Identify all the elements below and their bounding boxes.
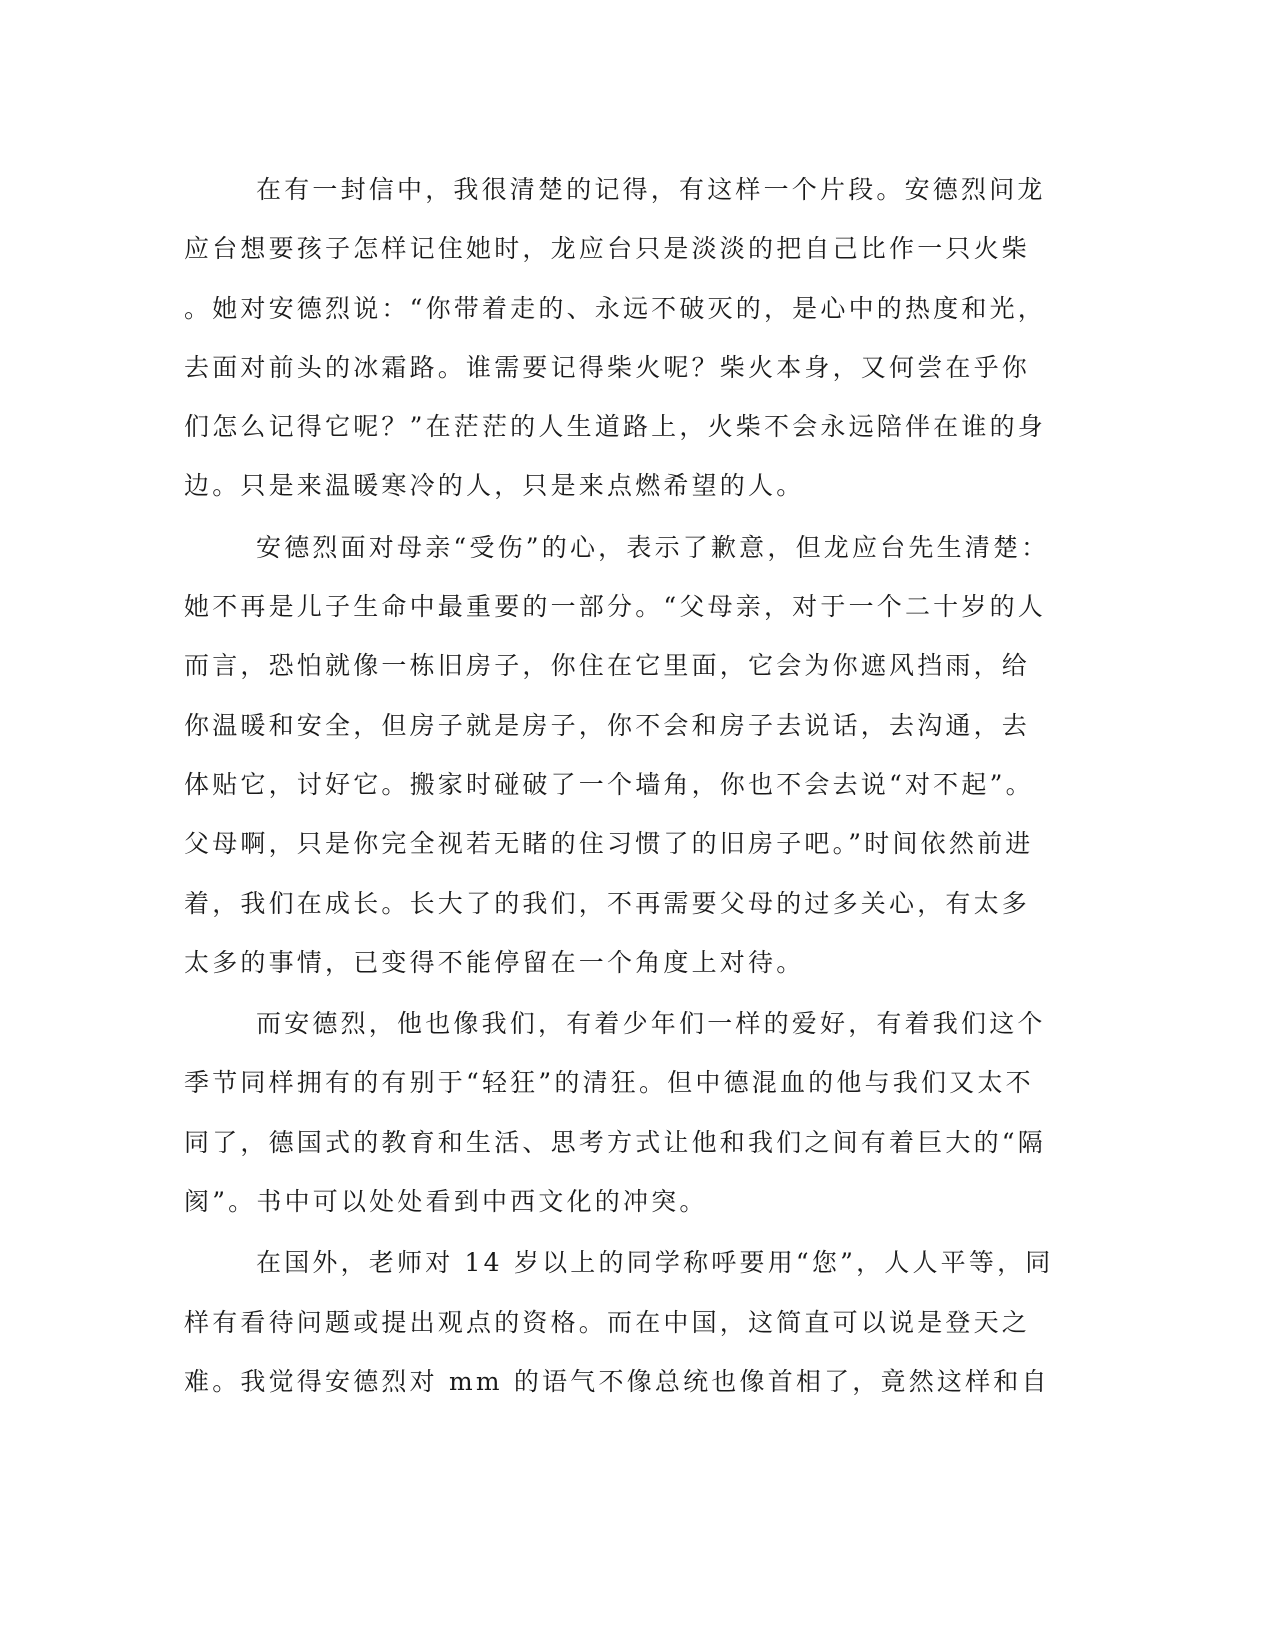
paragraph-line: 体贴它，讨好它。搬家时碰破了一个墙角，你也不会去说“对不起”。: [184, 769, 1034, 799]
paragraph-line: 。她对安德烈说：“你带着走的、永远不破灭的，是心中的热度和光，: [184, 293, 1046, 323]
paragraph-line: 太多的事情，已变得不能停留在一个角度上对待。: [184, 947, 805, 977]
paragraph-line: 而安德烈，他也像我们，有着少年们一样的爱好，有着我们这个: [256, 1009, 1046, 1039]
paragraph-line: 而言，恐怕就像一栋旧房子，你住在它里面，它会为你遮风挡雨，给: [184, 651, 1031, 681]
paragraph-line: 季节同样拥有的有别于“轻狂”的清狂。但中德混血的他与我们又太不: [184, 1068, 1034, 1098]
paragraph-line: 应台想要孩子怎样记住她时，龙应台只是淡淡的把自己比作一只火柴: [184, 234, 1031, 264]
paragraph-line: 阂”。书中可以处处看到中西文化的冲突。: [184, 1187, 708, 1217]
paragraph-line: 安德烈面对母亲“受伤”的心，表示了歉意，但龙应台先生清楚：: [256, 532, 1050, 562]
paragraph-line: 她不再是儿子生命中最重要的一部分。“父母亲，对于一个二十岁的人: [184, 592, 1046, 622]
paragraph-line: 去面对前头的冰霜路。谁需要记得柴火呢？柴火本身，又何尝在乎你: [184, 352, 1031, 382]
paragraph-line: 同了，德国式的教育和生活、思考方式让他和我们之间有着巨大的“隔: [184, 1127, 1046, 1157]
paragraph-line: 边。只是来温暖寒冷的人，只是来点燃希望的人。: [184, 471, 805, 501]
paragraph-line: 在国外，老师对 14 岁以上的同学称呼要用“您”，人人平等，同: [256, 1248, 1054, 1278]
paragraph-line: 们怎么记得它呢？”在茫茫的人生道路上，火柴不会永远陪伴在谁的身: [184, 412, 1046, 442]
document-body: [184, 160, 1054, 1411]
paragraph-line: 在有一封信中，我很清楚的记得，有这样一个片段。安德烈问龙: [256, 175, 1046, 204]
paragraph-line: 你温暖和安全，但房子就是房子，你不会和房子去说话，去沟通，去: [184, 710, 1031, 740]
paragraph-line: 父母啊，只是你完全视若无睹的住习惯了的旧房子吧。”时间依然前进: [184, 829, 1034, 859]
paragraph-line: 难。我觉得安德烈对 mm 的语气不像总统也像首相了，竟然这样和自: [184, 1366, 1050, 1396]
paragraph-line: 着，我们在成长。长大了的我们，不再需要父母的过多关心，有太多: [184, 888, 1031, 918]
paragraph-line: 样有看待问题或提出观点的资格。而在中国，这简直可以说是登天之: [184, 1307, 1031, 1337]
